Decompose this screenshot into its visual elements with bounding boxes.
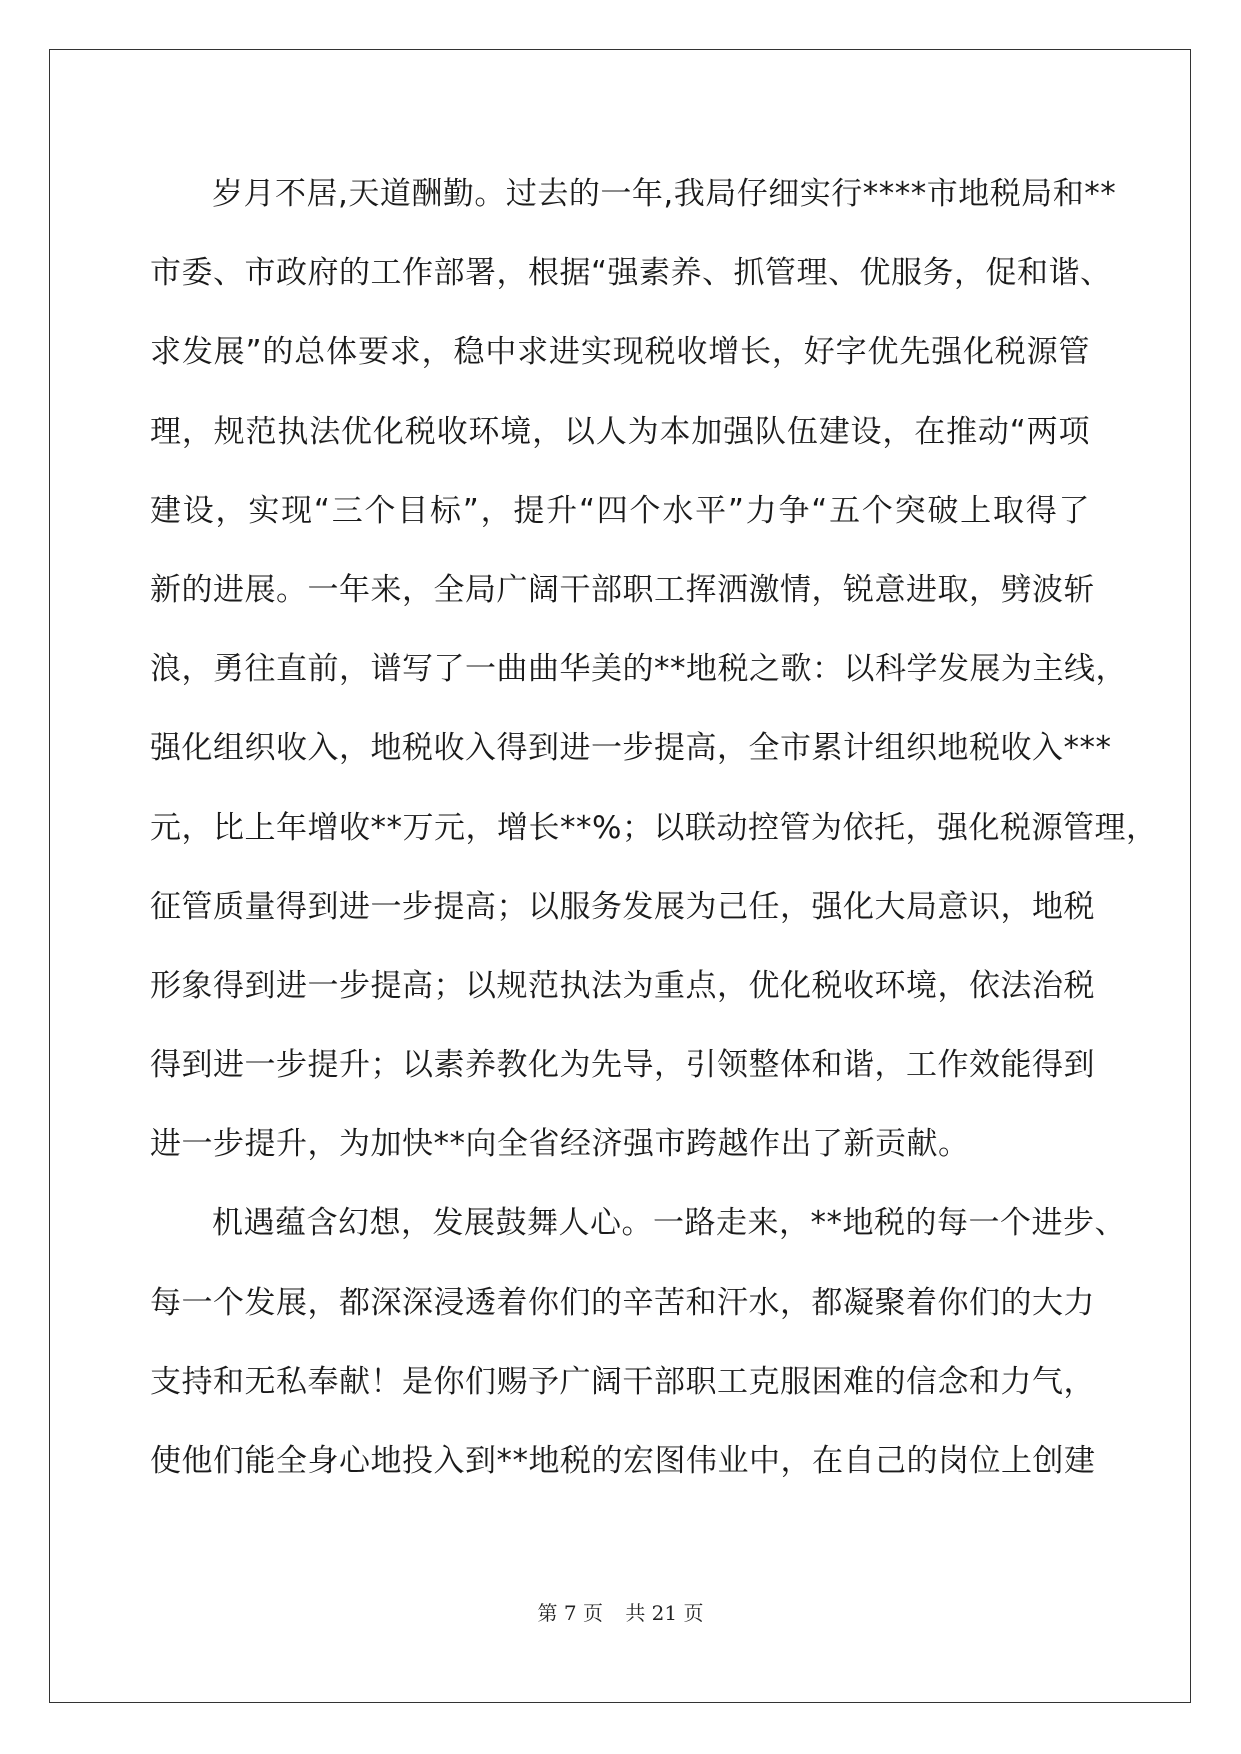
paragraph-line: 形象得到进一步提高；以规范执法为重点，优化税收环境，依法治税 bbox=[150, 967, 1095, 1004]
page-footer bbox=[0, 1597, 1241, 1626]
paragraph-line: 机遇蕴含幻想，发展鼓舞人心。一路走来，**地税的每一个进步、 bbox=[212, 1205, 1126, 1242]
paragraph-line: 得到进一步提升；以素养教化为先导，引领整体和谐，工作效能得到 bbox=[150, 1047, 1095, 1084]
paragraph-line: 元，比上年增收**万元，增长**%；以联动控管为依托，强化税源管理， bbox=[150, 809, 1158, 846]
paragraph-line: 岁月不居,天道酬勤。过去的一年,我局仔细实行****市地税局和** bbox=[212, 176, 1117, 212]
paragraph-line: 强化组织收入，地税收入得到进一步提高，全市累计组织地税收入*** bbox=[150, 730, 1112, 767]
paragraph-line: 进一步提升，为加快**向全省经济强市跨越作出了新贡献。 bbox=[150, 1126, 970, 1163]
page-total: 共 21 页 bbox=[625, 1601, 704, 1625]
paragraph-line: 求发展”的总体要求，稳中求进实现税收增长，好字优先强化税源管 bbox=[150, 334, 1090, 371]
paragraph-line: 使他们能全身心地投入到**地税的宏图伟业中，在自己的岗位上创建 bbox=[150, 1443, 1096, 1479]
paragraph-line: 市委、市政府的工作部署，根据“强素养、抓管理、优服务，促和谐、 bbox=[150, 255, 1112, 292]
paragraph-line: 新的进展。一年来，全局广阔干部职工挥洒激情，锐意进取，劈波斩 bbox=[150, 571, 1095, 608]
paragraph-line: 建设，实现“三个目标”，提升“四个水平”力争“五个突破上取得了 bbox=[150, 492, 1090, 529]
paragraph-line: 每一个发展，都深深浸透着你们的辛苦和汗水，都凝聚着你们的大力 bbox=[150, 1284, 1095, 1321]
paragraph-line: 理，规范执法优化税收环境，以人为本加强队伍建设，在推动“两项 bbox=[150, 413, 1090, 450]
page-number: 第 7 页 bbox=[537, 1601, 603, 1625]
document-body bbox=[150, 155, 1158, 1501]
paragraph-line: 支持和无私奉献！是你们赐予广阔干部职工克服困难的信念和力气， bbox=[150, 1363, 1095, 1400]
paragraph-line: 浪，勇往直前，谱写了一曲曲华美的**地税之歌：以科学发展为主线， bbox=[150, 651, 1127, 688]
paragraph-line: 征管质量得到进一步提高；以服务发展为己任，强化大局意识，地税 bbox=[150, 888, 1095, 925]
